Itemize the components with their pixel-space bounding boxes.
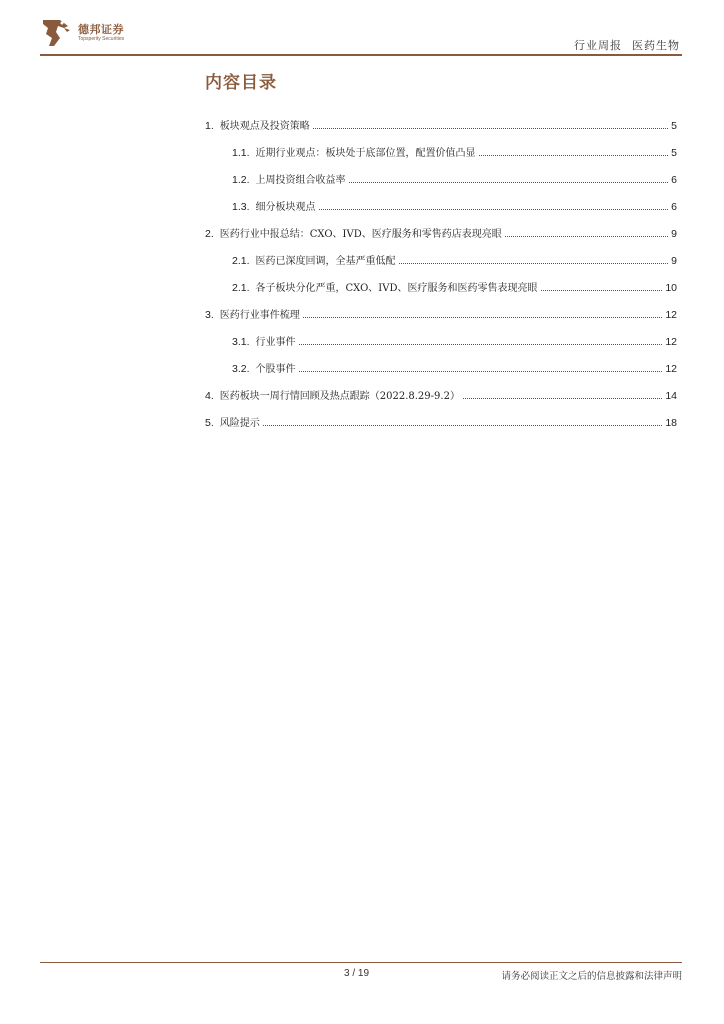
toc-entry-leader [319,209,669,210]
logo-icon [40,16,74,50]
toc-entry[interactable] [205,186,677,213]
toc-title: 内容目录 [205,73,277,93]
toc-entry-number: 2.1. [232,282,250,294]
toc-entry[interactable] [205,321,677,348]
header-divider [40,54,682,56]
toc-entry-leader [299,371,663,372]
toc-entry-page: 9 [671,255,677,267]
toc-entry-title: 上周投资组合收益率 [255,175,346,186]
industry-name: 医药生物 [632,39,680,52]
toc-entry[interactable] [205,159,677,186]
toc-entry-title: 个股事件 [255,364,296,375]
toc-entry-page: 12 [665,309,677,321]
legal-disclaimer: 请务必阅读正文之后的信息披露和法律声明 [501,971,682,982]
company-logo [40,14,180,54]
toc-entry-number: 5. [205,417,214,429]
toc-entry-leader [541,290,663,291]
toc-entry-number: 4. [205,390,214,402]
toc-entry-number: 1.3. [232,201,250,213]
toc-entry-leader [263,425,663,426]
toc-entry-page: 12 [665,336,677,348]
toc-entry[interactable] [205,294,677,321]
toc-entry-leader [303,317,663,318]
toc-entry-title: 医药行业事件梳理 [219,310,300,321]
toc-entry-page: 6 [671,174,677,186]
page-header [40,14,682,56]
toc-entry[interactable] [205,267,677,294]
toc-entry-number: 1.1. [232,147,250,159]
toc-entry[interactable] [205,132,677,159]
toc-entry-leader [313,128,668,129]
toc-entry-page: 5 [671,147,677,159]
logo-chinese-name: 德邦证券 [78,23,124,36]
toc-entry-title: 医药板块一周行情回顾及热点跟踪（2022.8.29-9.2） [219,391,460,402]
header-category [574,37,680,53]
toc-entry-page: 9 [671,228,677,240]
toc-entry-page: 18 [665,417,677,429]
toc-entry-leader [479,155,669,156]
toc-entry-number: 1.2. [232,174,250,186]
toc-entry-leader [399,263,669,264]
toc-entry-title: 各子板块分化严重，CXO、IVD、医疗服务和医药零售表现亮眼 [255,283,538,294]
toc-entry-page: 10 [665,282,677,294]
toc-entry[interactable] [205,213,677,240]
toc-entry-title: 板块观点及投资策略 [219,121,310,132]
toc-entry-page: 5 [671,120,677,132]
toc-entry[interactable] [205,402,677,429]
toc-entry-title: 行业事件 [255,337,296,348]
toc-entry[interactable] [205,105,677,132]
toc-entry-page: 12 [665,363,677,375]
toc-entry-leader [349,182,669,183]
table-of-contents [205,105,677,429]
toc-entry-number: 2. [205,228,214,240]
toc-entry-number: 1. [205,120,214,132]
toc-entry-title: 近期行业观点：板块处于底部位置，配置价值凸显 [255,148,476,159]
toc-entry-leader [299,344,663,345]
page-number: 3 / 19 [344,968,370,979]
toc-entry-number: 2.1. [232,255,250,267]
toc-entry-leader [463,398,662,399]
toc-entry-leader [505,236,668,237]
toc-entry-number: 3. [205,309,214,321]
toc-entry[interactable] [205,375,677,402]
logo-english-name: Topsperity Securities [78,36,125,42]
toc-entry-page: 14 [665,390,677,402]
toc-entry[interactable] [205,240,677,267]
toc-entry-title: 医药行业中报总结：CXO、IVD、医疗服务和零售药店表现亮眼 [219,229,502,240]
toc-entry-page: 6 [671,201,677,213]
toc-entry[interactable] [205,348,677,375]
toc-entry-number: 3.2. [232,363,250,375]
toc-entry-title: 风险提示 [219,418,260,429]
footer-divider [40,962,682,963]
report-type: 行业周报 [574,39,622,52]
toc-entry-title: 细分板块观点 [255,202,316,213]
toc-entry-number: 3.1. [232,336,250,348]
toc-entry-title: 医药已深度回调，全基严重低配 [255,256,396,267]
